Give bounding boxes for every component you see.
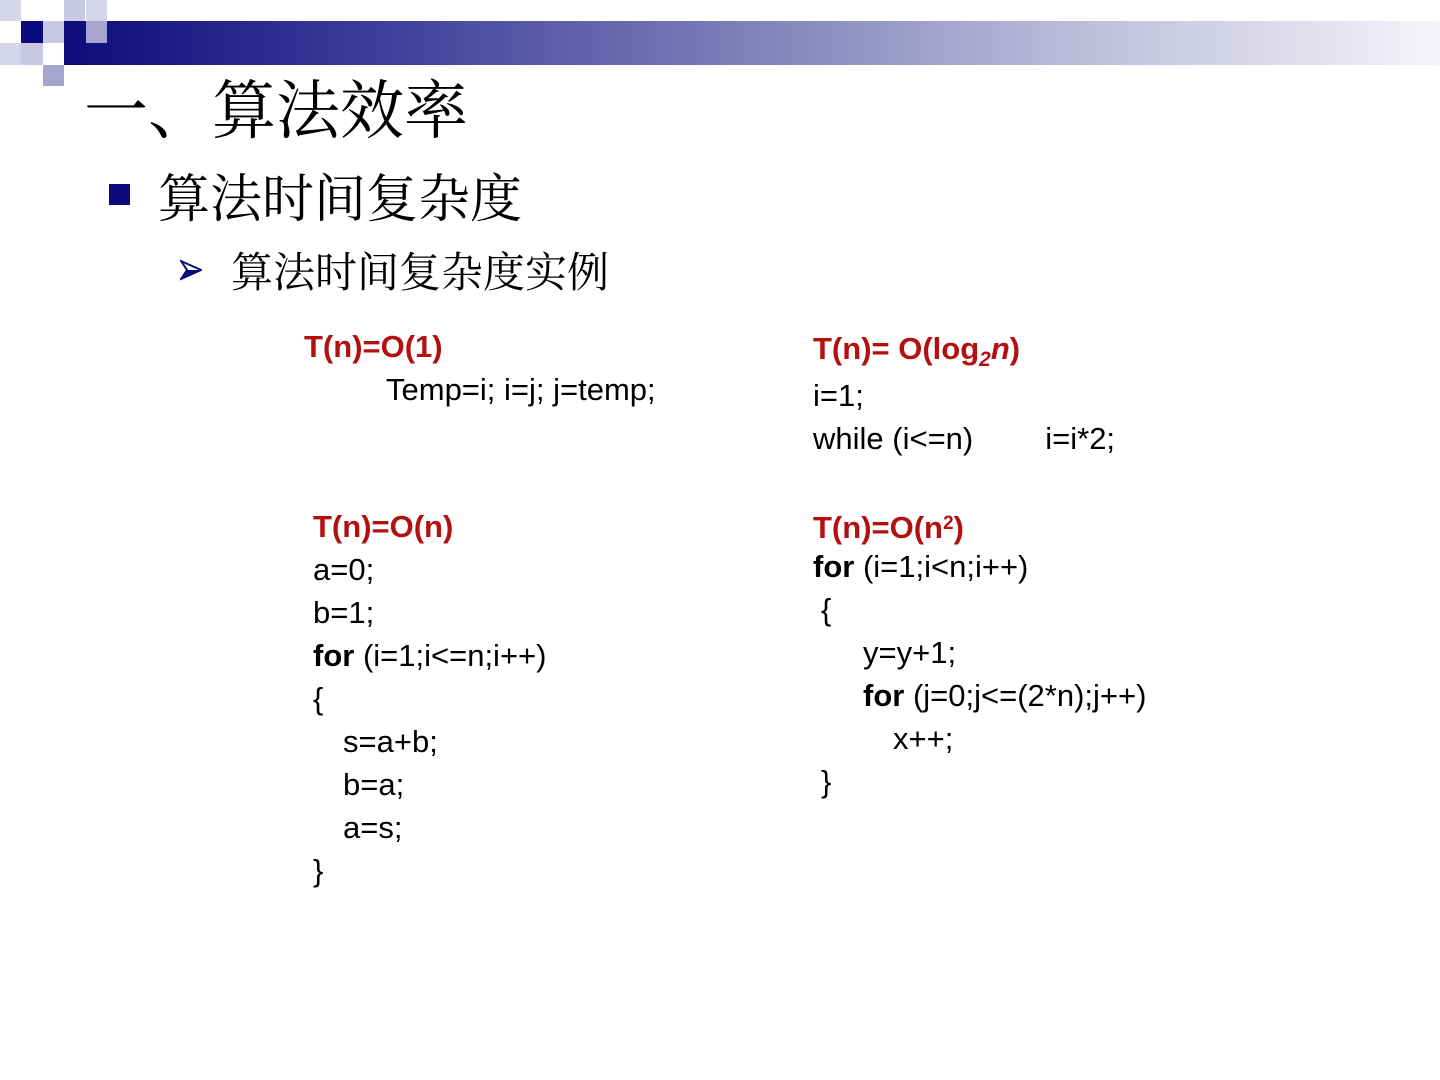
log-base-subscript: 2 <box>979 348 991 371</box>
example-o1 <box>304 325 656 411</box>
decor-square <box>64 0 85 21</box>
code-line <box>813 674 1146 717</box>
exponent-superscript: 2 <box>943 513 954 534</box>
code-keyword: for <box>313 638 355 673</box>
code-line: { <box>821 592 832 627</box>
code-line: b=a; <box>343 767 405 802</box>
decor-square <box>0 0 21 21</box>
example-on <box>313 505 546 892</box>
square-bullet-icon <box>109 184 130 205</box>
complexity-text: ) <box>1009 331 1021 366</box>
code-line: } <box>313 853 324 888</box>
code-fragment: (i=1;i<=n;i++) <box>354 638 547 673</box>
code-line: x++; <box>893 721 954 756</box>
slide-title: 一、算法效率 <box>84 75 468 149</box>
code-line: Temp=i; i=j; j=temp; <box>386 372 656 407</box>
decor-square <box>86 0 107 21</box>
complexity-on2-label <box>813 502 1146 545</box>
code-fragment: (i=1;i<n;i++) <box>854 549 1029 584</box>
code-line: i=1; <box>813 378 864 413</box>
code-fragment: i=i*2; <box>1045 421 1116 456</box>
code-keyword: for <box>813 549 855 584</box>
complexity-text: T(n)= O(log <box>813 331 980 366</box>
code-line: b=1; <box>313 595 375 630</box>
code-line <box>313 634 546 677</box>
code-fragment: while (i<=n) <box>813 421 974 456</box>
decor-square <box>21 21 43 43</box>
title-banner-bar <box>64 21 1440 65</box>
code-line <box>813 417 1115 460</box>
decor-square <box>0 43 21 65</box>
decor-square <box>43 65 64 86</box>
complexity-text: T(n)=O(n <box>813 510 943 545</box>
arrowhead-bullet-icon <box>180 259 202 281</box>
example-ologn <box>813 327 1115 460</box>
complexity-o1-label: T(n)=O(1) <box>304 329 443 364</box>
bullet-level1-text: 算法时间复杂度 <box>158 170 523 230</box>
code-fragment: (j=0;j<=(2*n);j++) <box>904 678 1147 713</box>
decor-square <box>43 21 64 43</box>
code-line: { <box>313 681 324 716</box>
code-line: a=0; <box>313 552 375 587</box>
complexity-ologn-label <box>813 327 1115 370</box>
decor-square <box>21 43 43 65</box>
decor-square <box>86 21 107 43</box>
code-line <box>813 545 1146 588</box>
example-on2 <box>813 502 1146 803</box>
complexity-on-label: T(n)=O(n) <box>313 509 454 544</box>
code-line: } <box>821 764 832 799</box>
code-keyword: for <box>863 678 905 713</box>
code-line: s=a+b; <box>343 724 438 759</box>
bullet-level2-text: 算法时间复杂度实例 <box>231 248 610 297</box>
code-line: y=y+1; <box>863 635 957 670</box>
code-line: a=s; <box>343 810 403 845</box>
complexity-variable: n <box>990 331 1010 366</box>
complexity-text: ) <box>953 510 964 545</box>
